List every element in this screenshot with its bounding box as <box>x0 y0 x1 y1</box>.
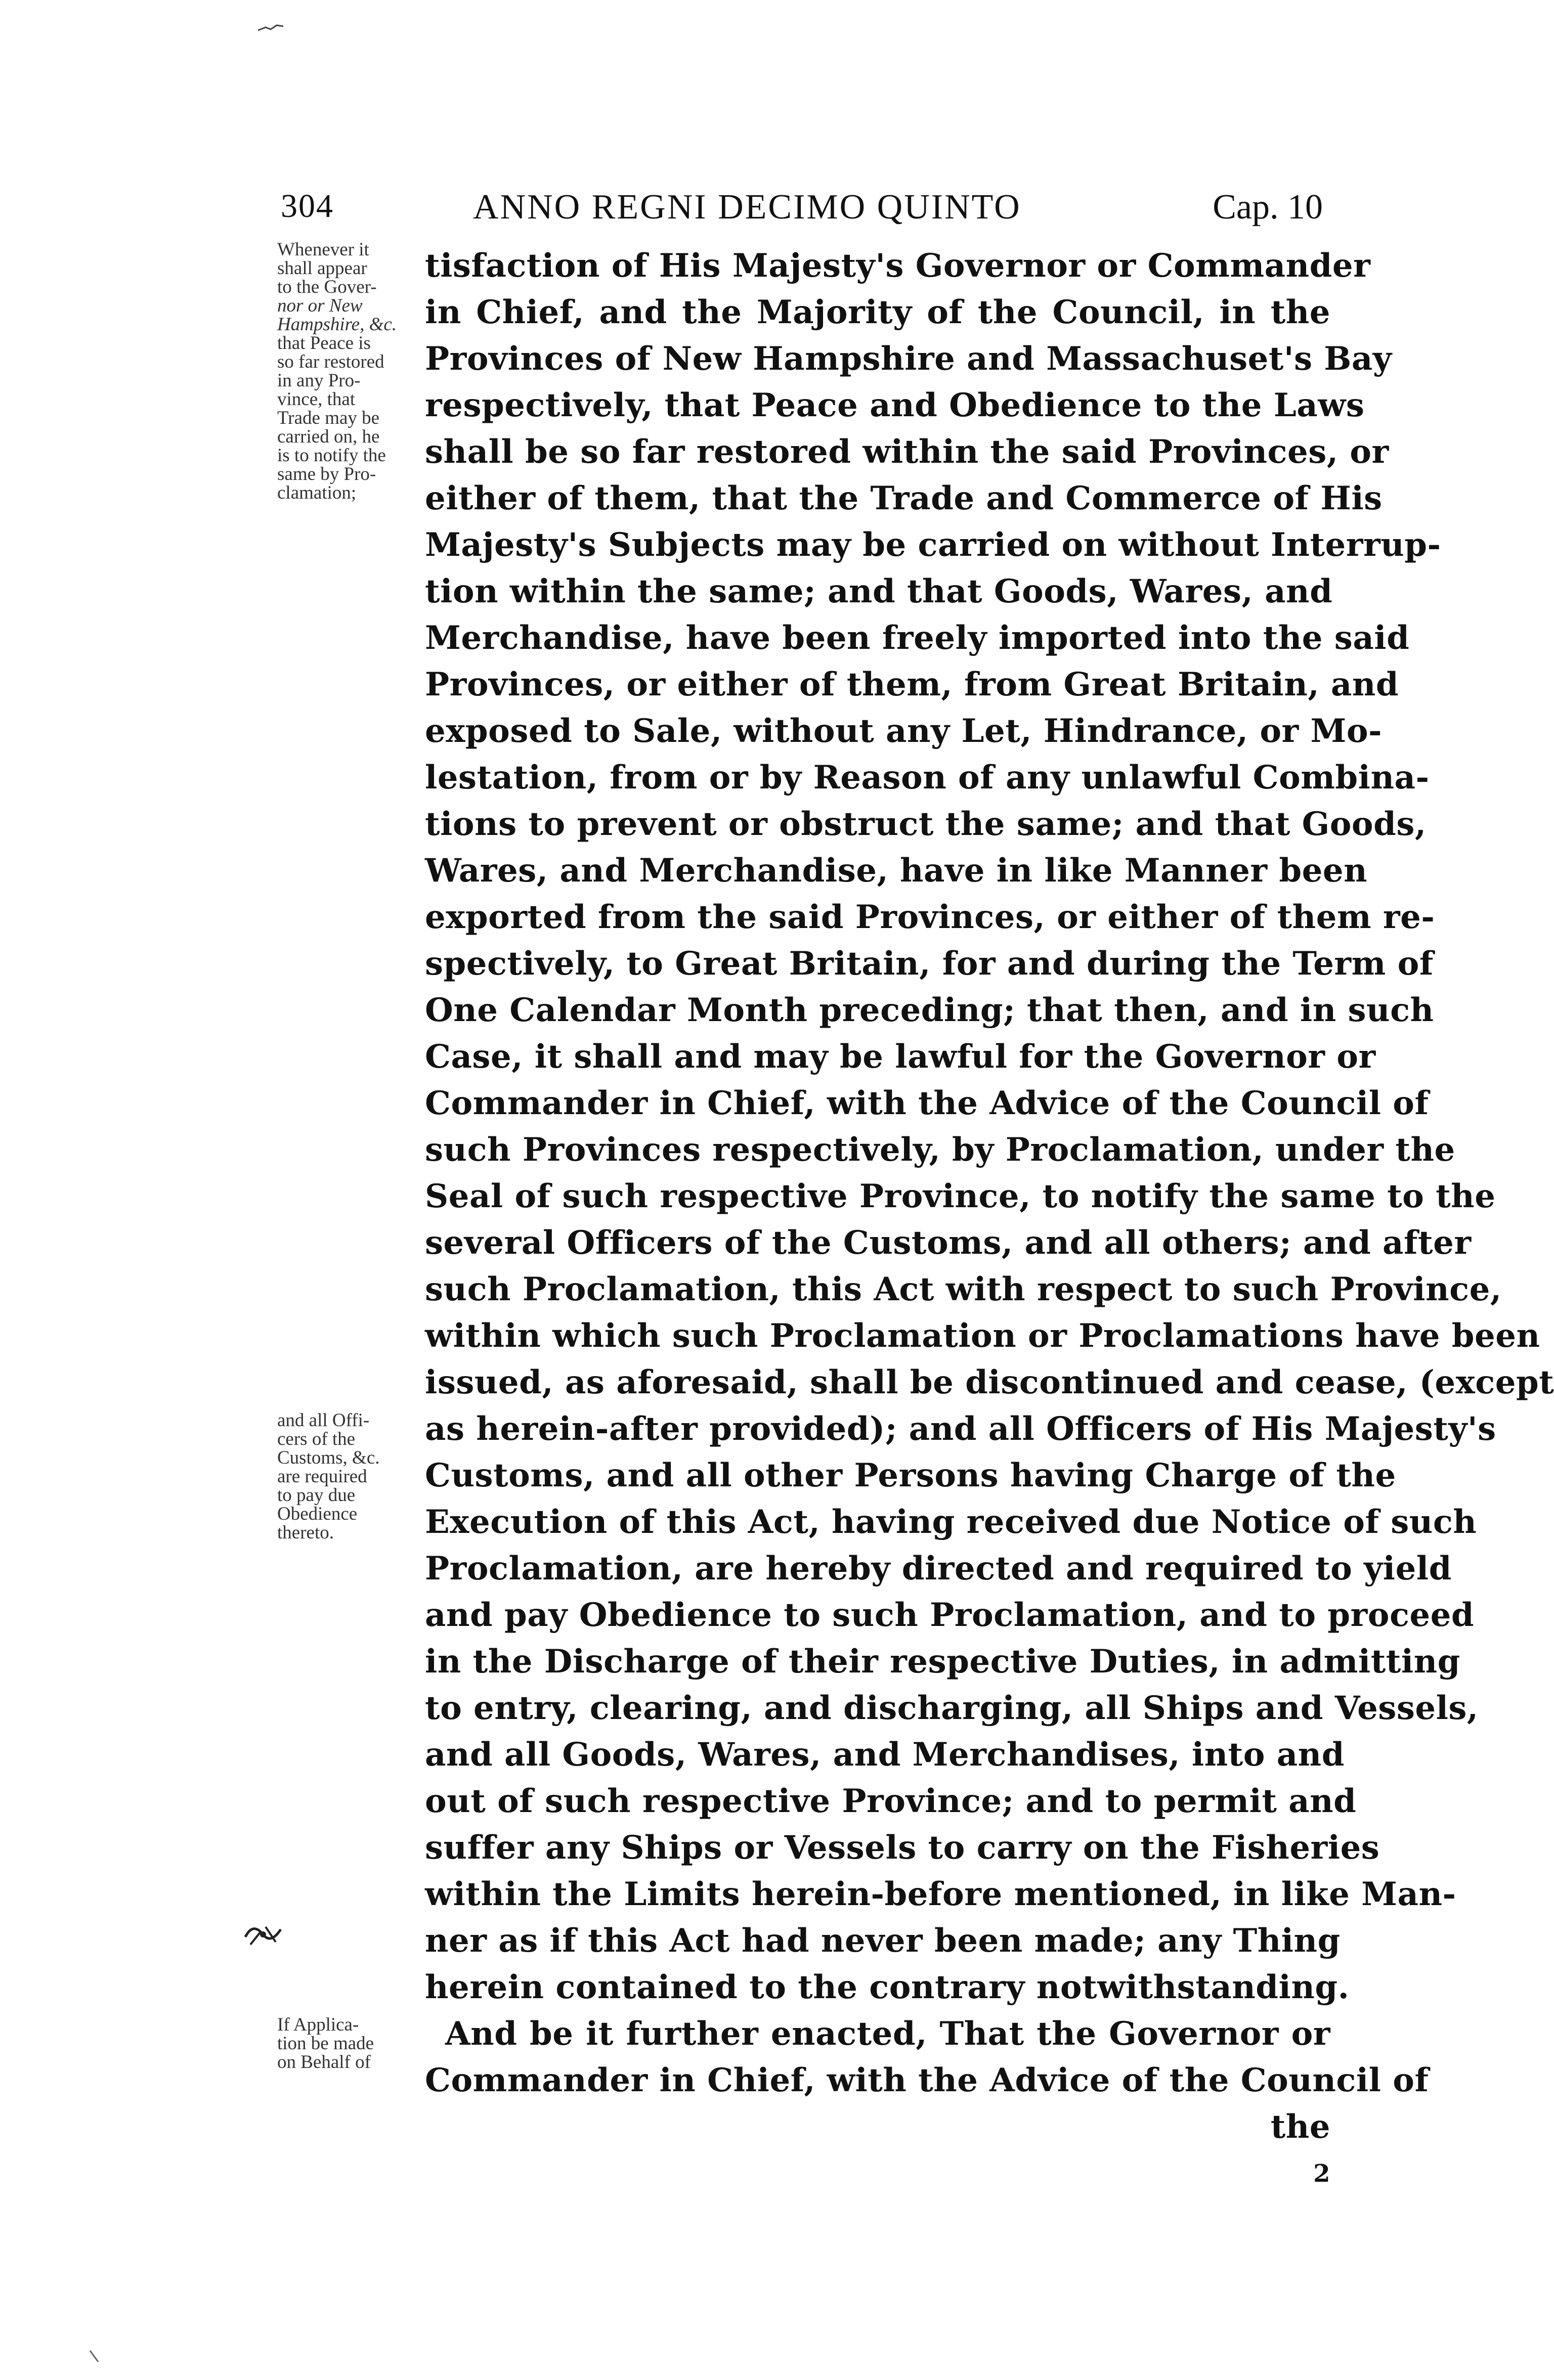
text-line: exposed to Sale, without any Let, Hindrance, or Mo- <box>425 712 1383 750</box>
text-line: in the Discharge of their respective Duties, in admitting <box>425 1643 1460 1681</box>
section-mark-icon <box>240 1917 286 1952</box>
marginal-note-line: so far restored <box>277 351 384 372</box>
text-line: suffer any Ships or Vessels to carry on the Fisheries <box>425 1829 1380 1867</box>
text-line: Majesty's Subjects may be carried on without Interrup- <box>425 526 1441 564</box>
text-line: and all Goods, Wares, and Merchandises, into and <box>425 1736 1345 1774</box>
marginal-note-line: to the Gover- <box>277 277 377 297</box>
catchword: the <box>1270 2108 1330 2146</box>
text-line: tion within the same; and that Goods, Wares, and <box>425 572 1333 610</box>
text-line: shall be so far restored within the said Provinces, or <box>425 433 1389 471</box>
text-line: ner as if this Act had never been made; any Thing <box>425 1922 1341 1960</box>
text-line: out of such respective Province; and to permit and <box>425 1782 1357 1820</box>
marginal-note-line: vince, that <box>277 389 356 410</box>
marginal-note-line: is to notify the <box>277 445 386 466</box>
marginal-note-3 <box>277 2015 401 2072</box>
marginal-note-line: in any Pro- <box>277 370 361 391</box>
marginal-note-line: Whenever it <box>277 239 369 260</box>
text-line: lestation, from or by Reason of any unlawful Combina- <box>425 759 1430 797</box>
marginal-note-2 <box>277 1411 401 1542</box>
ink-speck-icon <box>86 2347 106 2367</box>
text-line: either of them, that the Trade and Commerce of His <box>425 479 1383 517</box>
text-line: Commander in Chief, with the Advice of the Council of <box>425 2061 1429 2099</box>
text-line: to entry, clearing, and discharging, all Ships and Vessels, <box>425 1689 1479 1727</box>
text-line: such Proclamation, this Act with respect to such Province, <box>425 1270 1502 1308</box>
marginal-note-line: Trade may be <box>277 408 380 428</box>
marginal-note-line: cers of the <box>277 1429 356 1449</box>
text-line: And be it further enacted, That the Governor or <box>445 2015 1330 2053</box>
text-line: spectively, to Great Britain, for and during the Term of <box>425 945 1434 983</box>
text-line: Provinces of New Hampshire and Massachuset's Bay <box>425 340 1392 378</box>
marginal-note-line: carried on, he <box>277 426 380 447</box>
ink-speck-icon <box>255 20 286 35</box>
text-line: Commander in Chief, with the Advice of the Council of <box>425 1084 1429 1122</box>
marginal-note-line: shall appear <box>277 258 367 279</box>
text-line: as herein-after provided); and all Officers of His Majesty's <box>425 1410 1496 1448</box>
marginal-note-line: If Applica- <box>277 2014 359 2035</box>
marginal-note-line: Obedience <box>277 1504 358 1524</box>
text-line: such Provinces respectively, by Proclamation, under the <box>425 1131 1455 1169</box>
text-line: several Officers of the Customs, and all others; and after <box>425 1224 1472 1262</box>
text-line: herein contained to the contrary notwithstanding. <box>425 1968 1350 2006</box>
text-line: and pay Obedience to such Proclamation, and to proceed <box>425 1596 1475 1634</box>
text-line: within the Limits herein-before mentioned, in like Man- <box>425 1875 1456 1913</box>
text-line: Wares, and Merchandise, have in like Manner been <box>425 852 1368 890</box>
marginal-note-line: are required <box>277 1466 367 1487</box>
chapter-label: Cap. 10 <box>1213 188 1323 227</box>
text-line: tisfaction of His Majesty's Governor or Commander <box>425 247 1371 285</box>
marginal-note-line: Customs, &c. <box>277 1447 380 1468</box>
marginal-note-line: to pay due <box>277 1485 356 1506</box>
page-number: 304 <box>281 188 334 225</box>
text-line: Seal of such respective Province, to notify the same to the <box>425 1177 1496 1215</box>
text-line: Case, it shall and may be lawful for the Governor or <box>425 1038 1376 1076</box>
text-line: tions to prevent or obstruct the same; and that Goods, <box>425 805 1427 843</box>
marginal-note-line: that Peace is <box>277 333 371 354</box>
text-line: within which such Proclamation or Proclamations have been <box>425 1317 1540 1355</box>
running-header <box>281 182 1323 243</box>
body-text <box>425 243 1554 2197</box>
text-line: Merchandise, have been freely imported into the said <box>425 619 1410 657</box>
marginal-note-1 <box>277 240 401 502</box>
marginal-note-line: and all Offi- <box>277 1410 370 1431</box>
text-line: One Calendar Month preceding; that then, and in such <box>425 991 1434 1029</box>
marginal-note-line: tion be made <box>277 2033 374 2054</box>
text-line: in Chief, and the Majority of the Council, in the <box>425 293 1330 331</box>
text-line: Customs, and all other Persons having Charge of the <box>425 1457 1396 1494</box>
marginal-note-line: nor or New <box>277 295 363 316</box>
text-line: Provinces, or either of them, from Great Britain, and <box>425 666 1399 703</box>
text-line: issued, as aforesaid, shall be discontinued and cease, (except <box>425 1363 1554 1401</box>
marginal-note-line: on Behalf of <box>277 2052 371 2073</box>
signature-mark: 2 <box>1313 2159 1330 2188</box>
marginal-note-line: clamation; <box>277 482 357 503</box>
running-title: ANNO REGNI DECIMO QUINTO <box>473 188 1021 227</box>
text-line: respectively, that Peace and Obedience to the Laws <box>425 386 1365 424</box>
text-line: Execution of this Act, having received due Notice of such <box>425 1503 1477 1541</box>
text-line: exported from the said Provinces, or either of them re- <box>425 898 1435 936</box>
marginal-note-line: Hampshire, &c. <box>277 314 397 335</box>
marginal-note-line: same by Pro- <box>277 464 376 484</box>
text-line: Proclamation, are hereby directed and required to yield <box>425 1550 1452 1588</box>
marginal-note-line: thereto. <box>277 1522 334 1543</box>
